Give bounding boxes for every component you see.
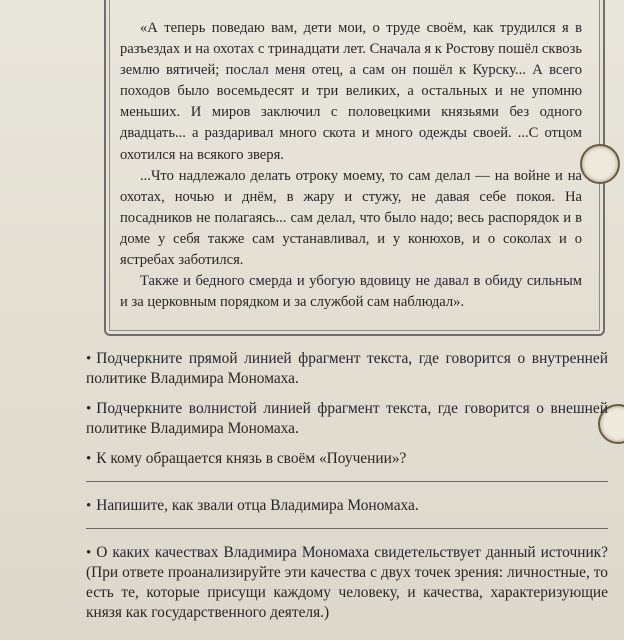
bullet-icon: • (86, 451, 92, 467)
quote-paragraph: Также и бедного смерда и убогую вдовицу не давал в обиду сильным и за церковным порядком и за службой сам наблюдал». (120, 273, 582, 311)
task-item (86, 543, 608, 623)
task-item (86, 496, 608, 529)
bullet-icon: • (86, 351, 92, 367)
task-text: О каких качествах Владимира Мономаха свидетельствует данный источник? (При ответе проанализируйте эти качества с двух точек зрения: личностные, то есть те, которые присущи каждому человеку, и качества, характеризующие князя как государственного деятеля.) (86, 544, 608, 621)
bullet-icon: • (86, 498, 92, 514)
answer-line[interactable] (86, 481, 608, 482)
quote-paragraph: «А теперь поведаю вам, дети мои, о труде своём, как трудился я в разъездах и на охотах с тринадцати лет. Сначала я к Ростову пошёл сквозь землю вятичей; послал меня отец, а сам он пошёл к Курску... А всего походов было восемьдесят и три великих, а остальных и не упомню меньших. И миров заключил с половецкими князьями без одного двадцать... а раздаривал много скота и много одежды своей. ...С отцом охотился на всякого зверя. (120, 20, 583, 163)
task-text: К кому обращается князь в своём «Поучении»? (96, 450, 407, 467)
task-item (86, 349, 608, 389)
task-item (86, 449, 608, 482)
task-text: Подчеркните волнистой линией фрагмент текста, где говорится о внешней политике Владимира Мономаха. (86, 400, 608, 437)
quote-paragraph: ...Что надлежало делать отроку моему, то сам делал — на войне и на охотах, ночью и днём, в жару и стужу, не давая себе покоя. На посадников не полагаясь... сам делал, что было надо; весь распорядок и в доме у себя также сам устанавливал, и у конюхов, и о соколах и о ястребах заботился. (120, 167, 582, 269)
task-list (86, 349, 608, 633)
answer-line[interactable] (86, 528, 608, 529)
task-item (86, 399, 608, 439)
bullet-icon: • (86, 401, 92, 417)
binder-hole-icon (580, 144, 620, 184)
task-text: Напишите, как звали отца Владимира Мономаха. (96, 497, 419, 514)
quote-text (120, 18, 582, 313)
bullet-icon: • (86, 545, 92, 561)
task-text: Подчеркните прямой линией фрагмент текста, где говорится о внутренней политике Владимира Мономаха. (86, 350, 608, 387)
